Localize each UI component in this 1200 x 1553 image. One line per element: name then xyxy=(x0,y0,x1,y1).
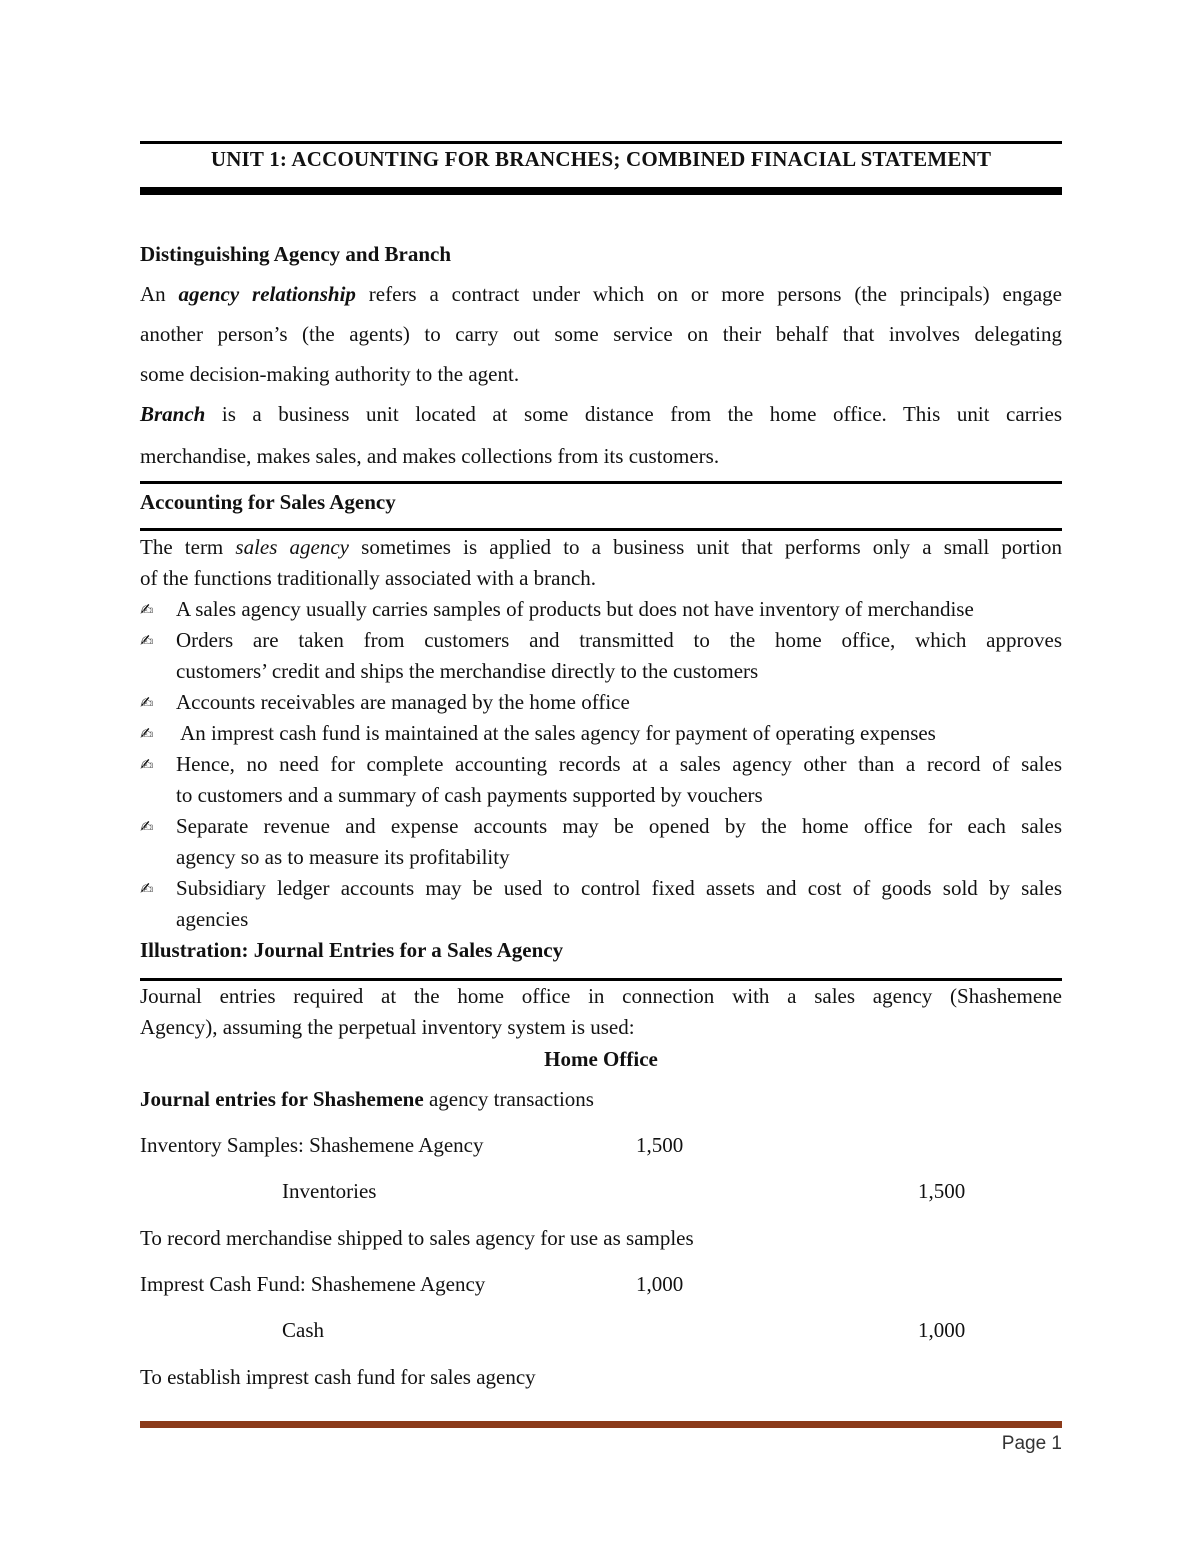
journal-credit-amount: 1,500 xyxy=(918,1179,966,1203)
bullet-item: ✍ Subsidiary ledger accounts may be used to control fixed assets and cost of goods sold by sales agencies xyxy=(140,873,1062,935)
section-rule-1 xyxy=(140,481,1062,484)
journal-debit-account: Imprest Cash Fund: Shashemene Agency xyxy=(140,1272,486,1296)
journal-credit-account: Inventories xyxy=(282,1179,377,1203)
agency-paragraph-line-3: some decision-making authority to the agent. xyxy=(140,362,520,386)
branch-paragraph-line-1: Branch is a business unit located at some distance from the home office. This unit carries xyxy=(140,402,1062,426)
journal-debit-amount: 1,000 xyxy=(636,1272,684,1296)
section-heading-sales-agency: Accounting for Sales Agency xyxy=(140,490,396,514)
journal-credit-amount: 1,000 xyxy=(918,1318,966,1342)
agency-paragraph-line-2: another person’s (the agents) to carry out some service on their behalf that involves delegating xyxy=(140,322,1062,346)
sales-agency-term: sales agency xyxy=(235,535,350,559)
section-heading-agency-branch: Distinguishing Agency and Branch xyxy=(140,242,452,266)
writing-hand-icon: ✍ xyxy=(140,631,154,650)
writing-hand-icon: ✍ xyxy=(140,693,154,712)
writing-hand-icon: ✍ xyxy=(140,817,154,836)
writing-hand-icon: ✍ xyxy=(140,879,154,898)
bullet-item: ✍ A sales agency usually carries samples of products but does not have inventory of merchandise xyxy=(140,594,1062,625)
document-page xyxy=(140,0,1062,1553)
bullet-item: ✍ Accounts receivables are managed by the home office xyxy=(140,687,1062,718)
footer-rule xyxy=(140,1421,1062,1428)
journal-credit-account: Cash xyxy=(282,1318,324,1342)
page-number: Page 1 xyxy=(1001,1433,1062,1454)
journal-debit-account: Inventory Samples: Shashemene Agency xyxy=(140,1133,484,1157)
branch-term: Branch xyxy=(140,402,206,426)
agency-relationship-term: agency relationship xyxy=(178,282,356,306)
sales-agency-intro-line-1: The term sales agency sometimes is applied to a business unit that performs only a small portion xyxy=(140,535,1063,559)
bullet-item: ✍ Separate revenue and expense accounts may be opened by the home office for each sales agency so as to measure its profitability xyxy=(140,811,1062,873)
writing-hand-icon: ✍ xyxy=(140,600,154,619)
writing-hand-icon: ✍ xyxy=(140,724,154,743)
branch-paragraph-line-2: merchandise, makes sales, and makes collections from its customers. xyxy=(140,444,720,468)
bullet-item: ✍ Orders are taken from customers and transmitted to the home office, which approves customers’ credit and ships the merchandise directly to the customers xyxy=(140,625,1062,687)
journal-debit-amount: 1,500 xyxy=(636,1133,684,1157)
journal-entries-title: Journal entries for Shashemene agency transactions xyxy=(140,1087,594,1111)
title-bottom-rule xyxy=(140,187,1062,195)
sales-agency-intro-line-2: of the functions traditionally associated with a branch. xyxy=(140,566,597,590)
section-heading-illustration: Illustration: Journal Entries for a Sales Agency xyxy=(140,938,564,962)
illustration-intro-line-2: Agency), assuming the perpetual inventory system is used: xyxy=(140,1015,635,1039)
section-rule-2 xyxy=(140,528,1062,531)
illustration-intro-line-1: Journal entries required at the home office in connection with a sales agency (Shashemene xyxy=(140,984,1062,1008)
document-title: UNIT 1: ACCOUNTING FOR BRANCHES; COMBINED FINACIAL STATEMENT xyxy=(210,147,992,171)
bullet-item: ✍ Hence, no need for complete accounting records at a sales agency other than a record of sales to customers and a summary of cash payments supported by vouchers xyxy=(140,749,1062,811)
writing-hand-icon: ✍ xyxy=(140,755,154,774)
agency-paragraph-line-1: An agency relationship refers a contract under which on or more persons (the principals) engage xyxy=(140,282,1062,306)
bullet-item: ✍ An imprest cash fund is maintained at the sales agency for payment of operating expenses xyxy=(140,718,1062,749)
journal-narration: To establish imprest cash fund for sales agency xyxy=(140,1365,536,1389)
title-top-rule xyxy=(140,141,1062,144)
journal-narration: To record merchandise shipped to sales agency for use as samples xyxy=(140,1226,694,1250)
home-office-heading: Home Office xyxy=(544,1047,658,1071)
